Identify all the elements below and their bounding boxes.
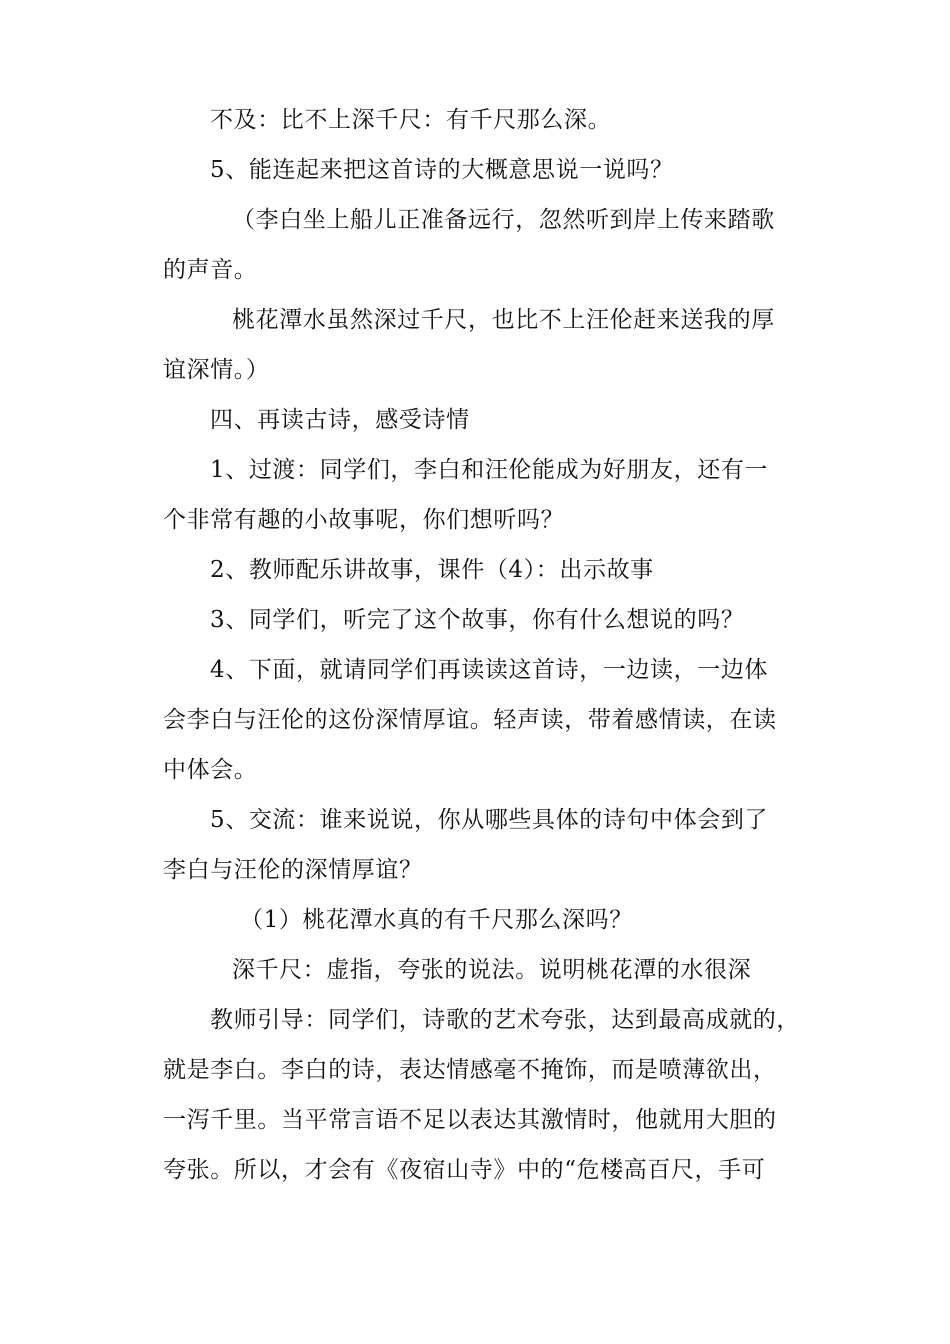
text-line: 个非常有趣的小故事呢，你们想听吗？ [163,507,565,533]
text-line: 一泻千里。当平常言语不足以表达其激情时，他就用大胆的 [163,1107,777,1133]
text-line: （李白坐上船儿正准备远行，忽然听到岸上传来踏歌 [232,207,775,233]
text-line: 深千尺：虚指，夸张的说法。说明桃花潭的水很深 [232,957,752,983]
text-line: 2、教师配乐讲故事，课件（4）：出示故事 [210,557,654,583]
text-line: 李白与汪伦的深情厚谊？ [163,857,423,883]
text-line: 中体会。 [163,757,258,783]
text-line: 4、下面，就请同学们再读读这首诗，一边读，一边体 [210,657,769,683]
section-heading: 四、再读古诗，感受诗情 [210,407,470,433]
text-line: 就是李白。李白的诗，表达情感毫不掩饰，而是喷薄欲出， [163,1057,777,1083]
text-line: 教师引导：同学们，诗歌的艺术夸张，达到最高成就的， [210,1007,800,1033]
text-line: 1、过渡：同学们，李白和汪伦能成为好朋友，还有一 [210,457,769,483]
text-line: 5、交流：谁来说说，你从哪些具体的诗句中体会到了 [210,807,769,833]
text-line: 5、能连起来把这首诗的大概意思说一说吗？ [210,157,674,183]
text-line: 3、同学们，听完了这个故事，你有什么想说的吗？ [210,607,745,633]
text-line: 的声音。 [163,257,258,283]
text-line: 桃花潭水虽然深过千尺，也比不上汪伦赶来送我的厚 [232,307,775,333]
text-line: 夸张。所以，才会有《夜宿山寺》中的“危楼高百尺，手可 [163,1157,766,1183]
text-line: 不及：比不上深千尺：有千尺那么深。 [210,107,612,133]
text-line: 会李白与汪伦的这份深情厚谊。轻声读，带着感情读，在读 [163,707,777,733]
text-line: 谊深情。） [163,357,270,383]
text-line: （1）桃花潭水真的有千尺那么深吗？ [240,907,633,933]
